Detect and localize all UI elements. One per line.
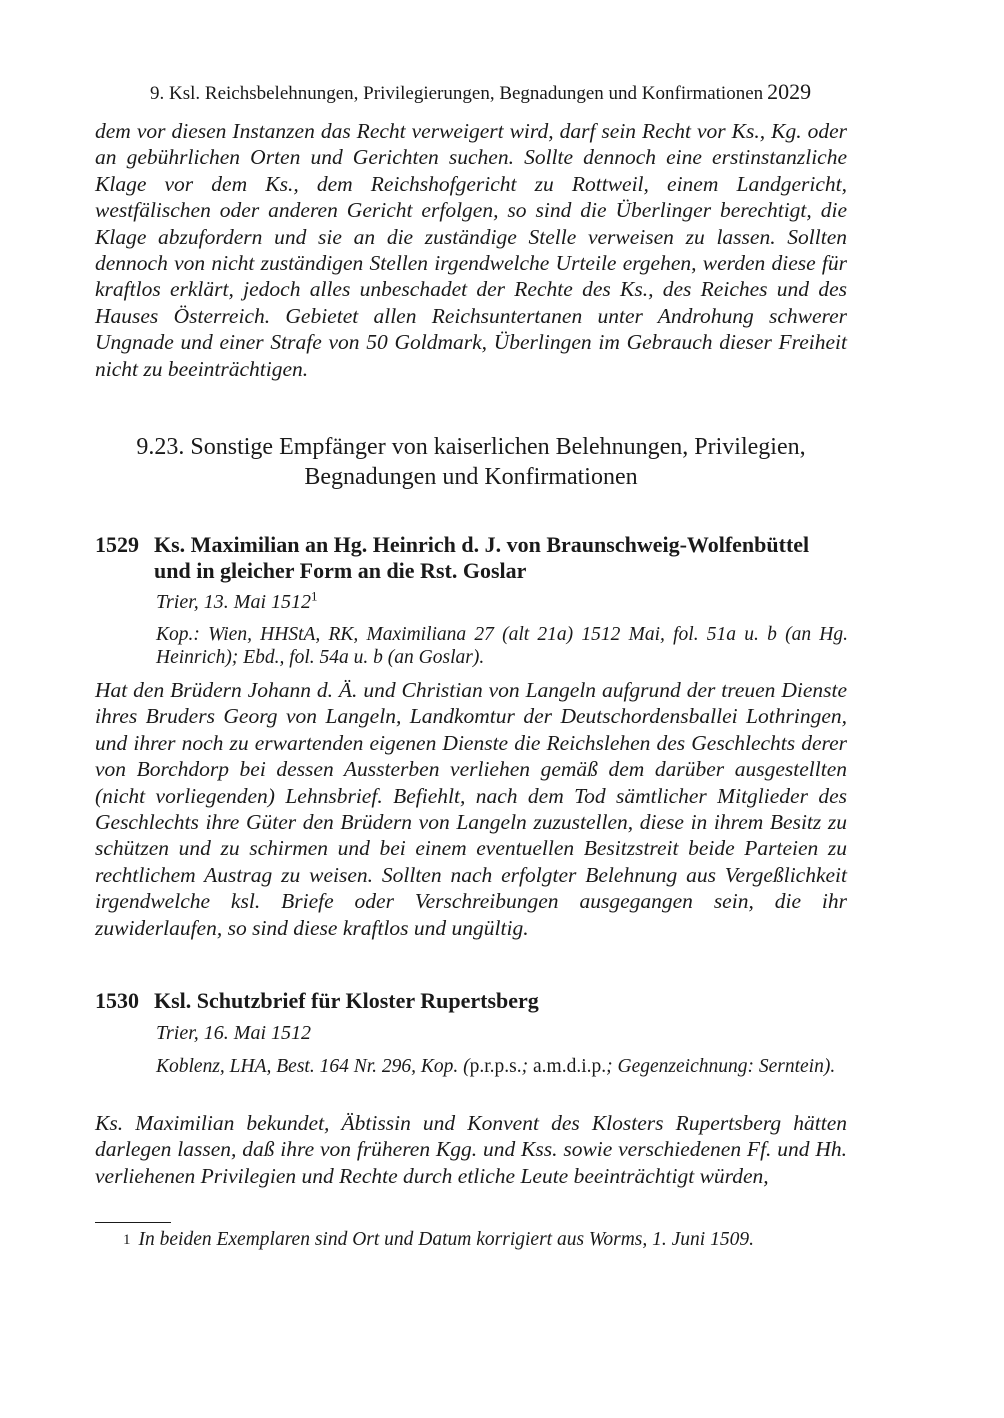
source-text: ; Gegenzeichnung: Serntein). bbox=[606, 1056, 836, 1077]
entry-number: 1529 bbox=[95, 532, 139, 557]
continuation-paragraph: dem vor diesen Instanzen das Recht verweigert wird, darf sein Recht vor Ks., Kg. oder an gebührlichen Orten und Gerichten suchen. Sollte dennoch eine erstinstanzliche Klage vor dem Ks., dem Reichshofgericht zu Rottweil, einem Landgericht, westfälischen oder anderen Gericht erfolgen, so sind die Überlinger berechtigt, die Klage abzufordern und sie an die zuständige Stelle verweisen zu lassen. Sollten dennoch von nicht zuständigen Stellen irgendwelche Urteile ergehen, werden diese für kraftlos erklärt, jedoch alles unbeschadet der Rechte des Ks., des Reiches und des Hauses Österreich. Gebietet allen Reichsuntertanen unter Androhung schwerer Ungnade und einer Strafe von 50 Goldmark, Überlingen im Gebrauch dieser Freiheit nicht zu beeinträchtigen. bbox=[95, 119, 847, 381]
entry-number: 1530 bbox=[95, 988, 139, 1013]
source-note bbox=[156, 1055, 848, 1078]
source-note: Kop.: Wien, HHStA, RK, Maximiliana 27 (alt 21a) 1512 Mai, fol. 51a u. b (an Hg. Heinrich); Ebd., fol. 54a u. b (an Goslar). bbox=[156, 624, 848, 668]
section-heading-line-2: Begnadungen und Konfirmationen bbox=[304, 464, 638, 490]
footnote-text: In beiden Exemplaren sind Ort und Datum korrigiert aus Worms, 1. Juni 1509. bbox=[138, 1229, 754, 1250]
page-number: 2029 bbox=[767, 79, 812, 104]
place-date bbox=[156, 589, 318, 615]
entry-title: Ksl. Schutzbrief für Kloster Rupertsberg bbox=[154, 988, 539, 1013]
footnote-number: 1 bbox=[123, 1232, 131, 1248]
section-heading bbox=[95, 432, 847, 492]
running-head-title: 9. Ksl. Reichsbelehnungen, Privilegierungen, Begnadungen und Konfirmationen bbox=[150, 83, 764, 104]
footnote-reference: 1 bbox=[311, 588, 318, 604]
entry-title: Ks. Maximilian an Hg. Heinrich d. J. von Braunschweig-Wolfenbüttel und in gleicher Form an die Rst. Goslar bbox=[154, 532, 810, 583]
entry-text: Ks. Maximilian bekundet, Äbtissin und Konvent des Klosters Rupertsberg hätten darlegen lassen, daß ihre von früheren Kgg. und Kss. sowie verschiedenen Ff. und Hh. verliehenen Privilegien und Rechte durch etliche Leute beeinträchtigt würden, bbox=[95, 1111, 847, 1188]
footnote bbox=[123, 1227, 848, 1253]
source-text: Koblenz, LHA, Best. 164 Nr. 296, Kop. ( bbox=[156, 1056, 470, 1077]
entry-text: Hat den Brüdern Johann d. Ä. und Christian von Langeln aufgrund der treuen Dienste ihres Bruders Georg von Langeln, Landkomtur der Deutschordensballei Lothringen, und ihrer noch zu erwartenden eigenen Dienste die Reichslehen des Geschlechts derer von Borchdorp bei dessen Aussterben verliehen gemäß dem darüber ausgestellten (nicht vorliegenden) Lehnsbrief. Befiehlt, nach dem Tod sämtlicher Mitglieder des Geschlechts ihre Güter den Brüdern von Langeln zuzustellen, diese in ihrem Besitz zu schützen und zu schirmen und bei einem eventuellen Besitzstreit beide Parteien zu rechtlichem Austrag zu weisen. Sollten nach erfolgter Belehnung aus Vergeßlichkeit irgendwelche ksl. Briefe oder Verschreibungen ausgegangen sein, die ihr zuwiderlaufen, so sind diese kraftlos und ungültig. bbox=[95, 678, 847, 940]
place-date-text: Trier, 13. Mai 1512 bbox=[156, 591, 312, 613]
footnote-rule bbox=[95, 1222, 171, 1223]
section-heading-line-1: 9.23. Sonstige Empfänger von kaiserlichen Belehnungen, Privilegien, bbox=[136, 434, 806, 460]
source-separator: ; bbox=[521, 1056, 534, 1077]
source-abbrev: a.m.d.i.p. bbox=[533, 1056, 607, 1077]
place-date: Trier, 16. Mai 1512 bbox=[156, 1022, 312, 1044]
running-head bbox=[150, 78, 847, 108]
source-abbrev: p.r.p.s. bbox=[469, 1056, 522, 1077]
